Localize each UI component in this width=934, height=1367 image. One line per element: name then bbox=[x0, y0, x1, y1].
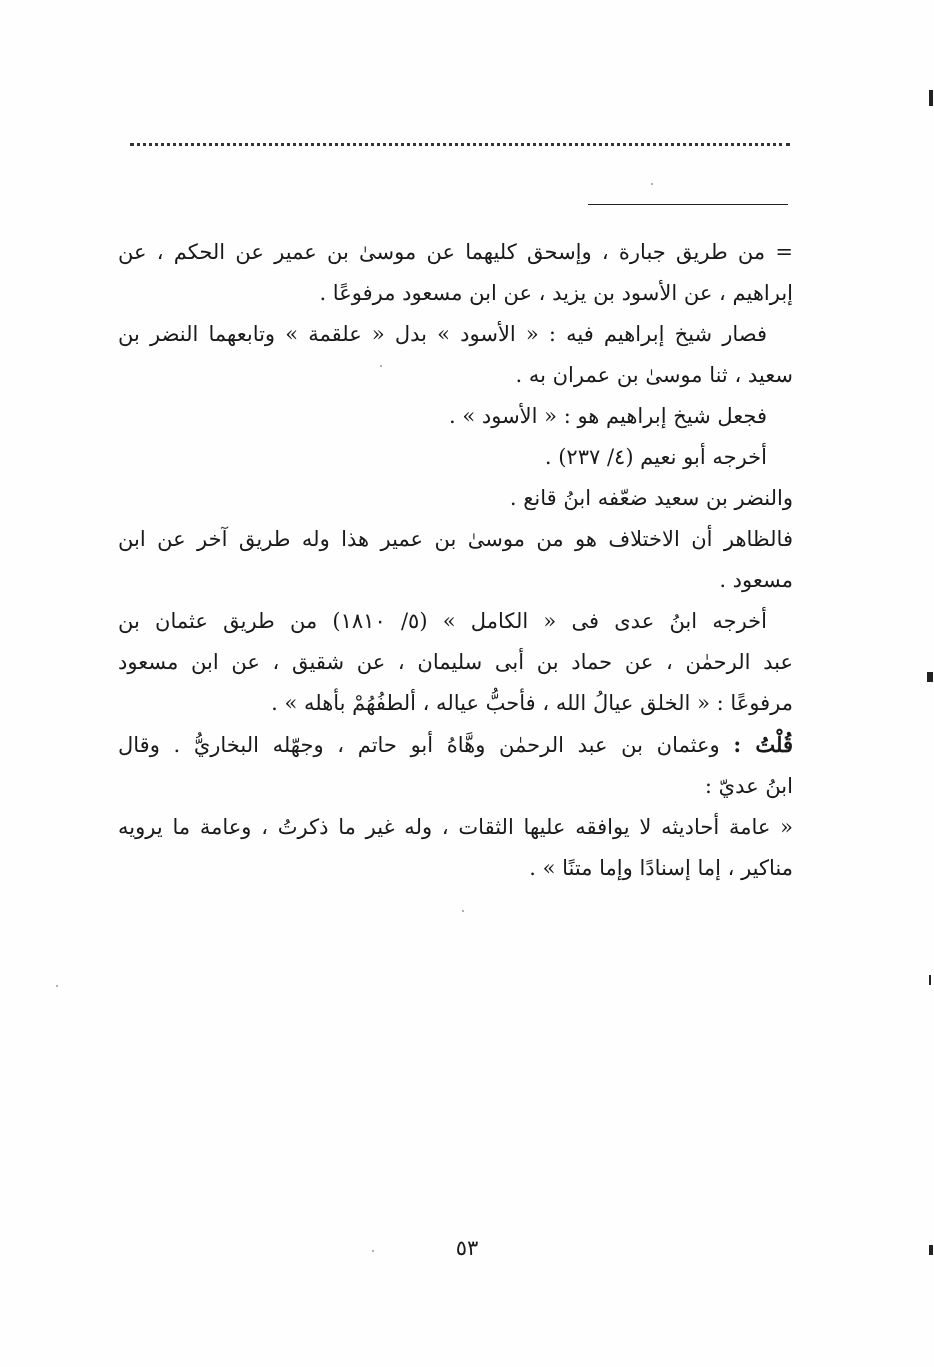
scan-edge-mark bbox=[929, 90, 933, 106]
text-line-15: « عامة أحاديثه لا يوافقه عليها الثقات ، وله غير ما ذكرتُ ، وعامة ما يرويه bbox=[118, 815, 793, 839]
text-line-1: = من طريق جبارة ، وإسحق كليهما عن موسىٰ بن عمير عن الحكم ، عن bbox=[118, 240, 793, 264]
text-line-12: مرفوعًا : « الخلق عيالُ الله ، فأحبُّ عياله ، ألطفُهُمْ بأهله » . bbox=[271, 691, 793, 715]
text-line-9: مسعود . bbox=[719, 568, 793, 592]
scan-edge-mark bbox=[927, 672, 933, 682]
text-line-8: فالظاهر أن الاختلاف هو من موسىٰ بن عمير هذا وله طريق آخر عن ابن bbox=[118, 527, 793, 551]
scan-speck bbox=[380, 365, 382, 367]
text-line-4: سعيد ، ثنا موسىٰ بن عمران به . bbox=[515, 363, 793, 387]
text-line-16: مناكير ، إما إسنادًا وإما متنًا » . bbox=[529, 856, 793, 880]
qult-label: قُلْتُ : bbox=[733, 732, 793, 757]
text-line-13-body: وعثمان بن عبد الرحمٰن وهَّاهُ أبو حاتم ، وجهّله البخاريُّ . وقال bbox=[118, 733, 720, 757]
scan-speck bbox=[372, 1250, 374, 1252]
scan-speck bbox=[56, 985, 58, 987]
page-number: ٥٣ bbox=[455, 1236, 479, 1260]
dotted-separator bbox=[130, 143, 790, 146]
text-line-6: أخرجه أبو نعيم (٤/ ٢٣٧) . bbox=[544, 445, 767, 469]
text-line-11: عبد الرحمٰن ، عن حماد بن أبى سليمان ، عن شقيق ، عن ابن مسعود bbox=[118, 650, 793, 674]
scan-edge-mark bbox=[929, 975, 931, 985]
scan-edge-mark bbox=[929, 1245, 933, 1255]
scan-speck bbox=[462, 910, 464, 912]
text-line-14: ابنُ عديّ : bbox=[704, 774, 793, 798]
text-line-3: فصار شيخ إبراهيم فيه : « الأسود » بدل « علقمة » وتابعهما النضر بن bbox=[118, 322, 767, 346]
text-line-13 bbox=[118, 724, 793, 766]
text-line-2: إبراهيم ، عن الأسود بن يزيد ، عن ابن مسعود مرفوعًا . bbox=[319, 281, 793, 305]
footnote-text bbox=[118, 232, 793, 889]
scan-speck bbox=[651, 183, 653, 185]
footnote-separator-rule bbox=[588, 204, 788, 205]
text-line-5: فجعل شيخ إبراهيم هو : « الأسود » . bbox=[449, 404, 767, 428]
text-line-7: والنضر بن سعيد ضعّفه ابنُ قانع . bbox=[509, 486, 793, 510]
text-line-10: أخرجه ابنُ عدى فى « الكامل » (٥/ ١٨١٠) من طريق عثمان بن bbox=[118, 609, 767, 633]
